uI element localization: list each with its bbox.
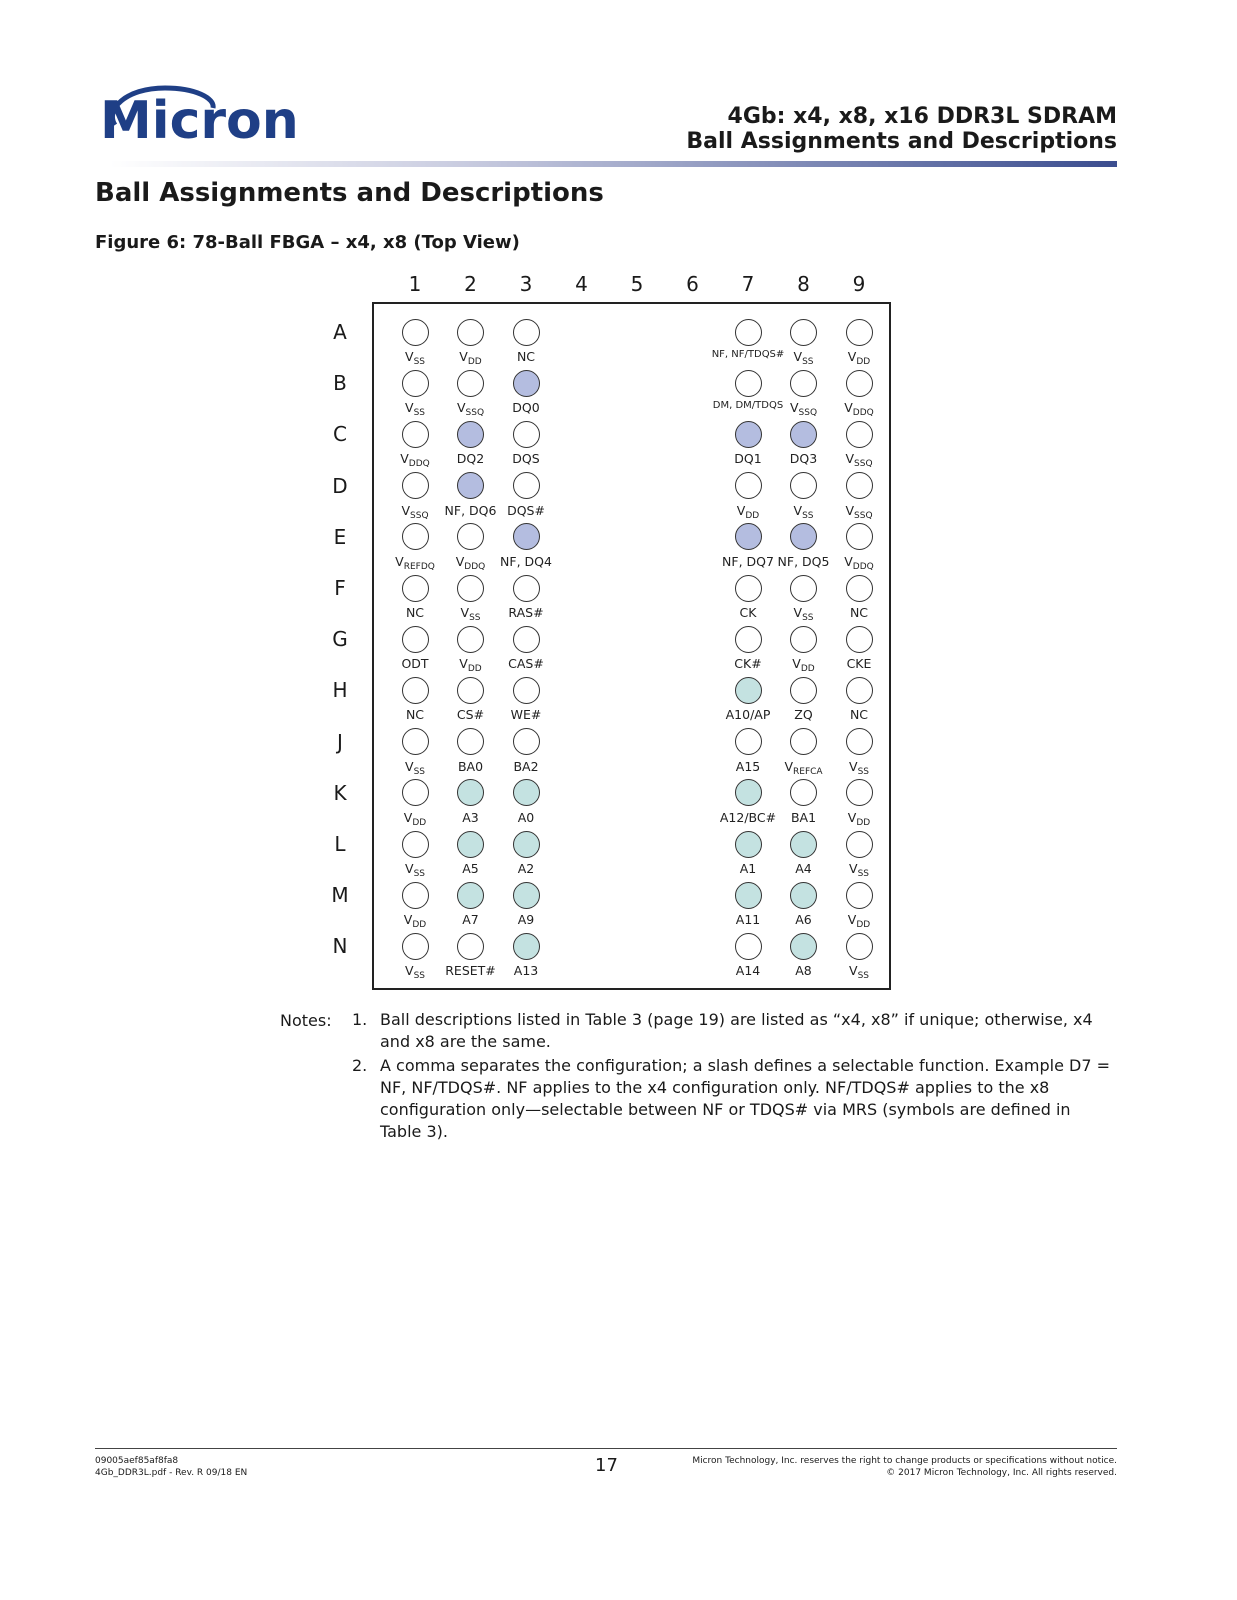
ball-label-subscript: SS	[413, 408, 425, 419]
header-rule	[110, 161, 1117, 167]
ball-label-subscript: SSQ	[854, 510, 873, 521]
ball-label-subscript: SSQ	[465, 408, 485, 419]
ball-label: A7	[462, 912, 479, 928]
ball-label: A3	[462, 809, 479, 825]
ball-label: ZQ	[794, 707, 813, 723]
ball-label-subscript: SS	[469, 613, 481, 623]
ball-label: $V_{SSQ}$	[845, 451, 873, 470]
ball-label: $V_{DD}$	[792, 656, 815, 675]
ball-label-subscript: SS	[413, 971, 425, 982]
ball-label: DM, DM/TDQS	[712, 400, 784, 412]
ball-label: $V_{REFDQ}$	[395, 553, 435, 572]
column-header-3: 3	[519, 272, 533, 296]
ball-label: $V_{DD}$	[403, 912, 427, 931]
ball-label: $V_{SS}$	[405, 963, 425, 982]
ball-label: $V_{DDQ}$	[844, 400, 874, 419]
footer-right	[692, 1455, 1117, 1479]
ball-label-subscript: SS	[802, 613, 814, 623]
ball-label: $V_{DD}$	[847, 809, 871, 828]
ball-label: $V_{SS}$	[793, 502, 814, 521]
ball-label: $V_{SS}$	[793, 605, 814, 623]
ball-label: NF, NF/TDQS#	[711, 349, 785, 360]
ball-label-subscript: SS	[857, 971, 869, 982]
ball-label-subscript: SS	[857, 766, 869, 777]
header-title-line2: Ball Assignments and Descriptions	[686, 129, 1117, 154]
header-title-line1: 4Gb: x4, x8, x16 DDR3L SDRAM	[727, 104, 1117, 129]
ball-label: A9	[517, 912, 535, 928]
ball-label-subscript: DD	[856, 357, 871, 367]
column-header-8: 8	[797, 272, 810, 296]
note-number: 2.	[352, 1056, 368, 1075]
ball-label: $V_{DDQ}$	[455, 553, 486, 572]
row-header-J: J	[337, 729, 343, 754]
ball-label-subscript: REFDQ	[403, 561, 435, 572]
ball-label: A15	[735, 758, 761, 774]
row-header-D: D	[332, 473, 348, 498]
ball-label-subscript: SS	[802, 510, 814, 521]
ball-label-subscript: DD	[856, 920, 871, 931]
ball-label: $V_{SS}$	[405, 758, 425, 777]
ball-label: A13	[513, 963, 539, 979]
ball-label: $V_{SSQ}$	[789, 400, 818, 419]
ball-label-subscript: DDQ	[408, 459, 430, 470]
ball-label: NC	[405, 605, 425, 620]
ball-label: A2	[517, 861, 535, 876]
row-header-F: F	[334, 576, 346, 600]
ball-label: A14	[735, 963, 761, 979]
micron-logo-graphic	[95, 80, 335, 155]
note-text: Ball descriptions listed in Table 3 (page 19) are listed as “x4, x8” if unique; otherwise, x4 and x8 are the same.	[380, 1010, 1093, 1051]
footer-file-rev: 4Gb_DDR3L.pdf - Rev. R 09/18 EN	[95, 1468, 248, 1478]
row-header-C: C	[333, 422, 347, 447]
ball-label: $V_{DD}$	[459, 349, 482, 367]
row-header-N: N	[332, 934, 348, 959]
micron-logo	[95, 80, 335, 155]
note-item	[352, 1009, 1112, 1053]
row-header-L: L	[334, 832, 346, 856]
ball-label: RAS#	[508, 605, 544, 620]
ball-label: A12/BC#	[719, 809, 777, 825]
ball-label: $V_{SS}$	[405, 400, 425, 419]
ball-label: DQ1	[734, 451, 762, 467]
ball-label: WE#	[510, 707, 542, 723]
column-header-2: 2	[464, 272, 477, 296]
logo-wordmark: Micron	[100, 91, 299, 151]
ball-label: $V_{SS}$	[793, 349, 814, 367]
ball-label: A1	[739, 861, 757, 876]
ball-label: BA1	[790, 809, 817, 825]
ball-label: DQ2	[456, 451, 485, 467]
notes-label: Notes:	[280, 1011, 332, 1030]
ball-label-subscript: SSQ	[854, 459, 873, 470]
ball-label: BA0	[457, 758, 484, 774]
ball-label: BA2	[513, 758, 539, 774]
ball-label: $V_{DD}$	[847, 349, 871, 367]
ball-label-subscript: DD	[800, 664, 815, 675]
ball-label: A10/AP	[725, 707, 771, 723]
ball-label-subscript: DDQ	[852, 561, 874, 572]
ball-label: DQS	[512, 451, 540, 467]
note-number: 1.	[352, 1010, 368, 1029]
ball-label: RESET#	[445, 963, 496, 979]
row-header-K: K	[333, 780, 347, 805]
ball-label-subscript: DD	[467, 664, 482, 675]
ball-label: NF, DQ7	[722, 553, 774, 569]
row-header-G: G	[332, 627, 348, 652]
ball-label-subscript: DD	[467, 357, 482, 367]
ball-label-subscript: DD	[856, 817, 871, 828]
ball-label-subscript: SS	[857, 869, 869, 879]
ball-label: DQ3	[789, 451, 818, 467]
column-header-5: 5	[630, 272, 644, 296]
ball-label: CAS#	[508, 656, 544, 672]
ball-label: A8	[795, 963, 812, 979]
column-header-1: 1	[408, 272, 422, 296]
ball-label: $V_{SS}$	[460, 605, 481, 623]
ball-label: CK	[739, 605, 757, 620]
ball-label-subscript: SS	[413, 869, 425, 879]
ball-label: $V_{SSQ}$	[401, 502, 429, 521]
row-header-H: H	[332, 678, 348, 703]
ball-label: $V_{SS}$	[849, 963, 869, 982]
ball-label: NC	[405, 707, 425, 723]
footer-copyright: © 2017 Micron Technology, Inc. All rights reserved.	[886, 1468, 1117, 1478]
column-header-6: 6	[686, 272, 699, 296]
figure-title: Figure 6: 78-Ball FBGA – x4, x8 (Top View)	[95, 232, 520, 253]
footer-left	[95, 1455, 247, 1479]
column-header-7: 7	[741, 272, 755, 296]
ball-label: $V_{DD}$	[736, 502, 760, 521]
ball-label: NF, DQ6	[444, 502, 497, 518]
ball-label: $V_{DD}$	[847, 912, 871, 931]
footer-rule	[95, 1448, 1117, 1449]
ball-label: NF, DQ4	[500, 553, 552, 569]
ball-label-subscript: DD	[412, 817, 427, 828]
footer-doc-id: 09005aef85af8fa8	[95, 1456, 179, 1466]
row-header-E: E	[333, 524, 347, 549]
ball-label: DQS#	[507, 502, 545, 518]
ball-label-subscript: REFCA	[793, 766, 823, 777]
row-header-M: M	[331, 883, 349, 908]
ball-label: $V_{SS}$	[405, 349, 425, 367]
ball-label: NC	[516, 349, 536, 364]
ball-label-subscript: DD	[412, 920, 427, 931]
ball-label-subscript: SS	[413, 766, 425, 777]
ball-label-subscript: SSQ	[798, 408, 818, 419]
ball-label-subscript: SSQ	[410, 510, 429, 521]
ball-label: CKE	[846, 656, 872, 672]
ball-label-subscript: SS	[802, 357, 814, 367]
ball-label: $V_{DDQ}$	[400, 451, 430, 470]
ball-label: A4	[795, 861, 812, 876]
ball-label: $V_{SS}$	[849, 758, 869, 777]
ball-label: NF, DQ5	[777, 553, 830, 569]
ball-label-subscript: DDQ	[464, 561, 486, 572]
note-item	[352, 1055, 1112, 1143]
row-header-B: B	[333, 371, 347, 396]
ball-label: NC	[849, 605, 869, 620]
ball-label: $V_{SS}$	[849, 861, 869, 879]
page-number: 17	[595, 1455, 618, 1476]
ball-label: $V_{DDQ}$	[844, 553, 874, 572]
ball-label: $V_{SS}$	[405, 861, 425, 879]
column-header-9: 9	[852, 272, 866, 296]
ball-label-subscript: DD	[745, 510, 760, 521]
ball-label-subscript: SS	[413, 357, 425, 367]
footer-disclaimer: Micron Technology, Inc. reserves the right to change products or specifications without notice.	[692, 1456, 1117, 1466]
ball-label: CS#	[456, 707, 485, 723]
ball-label: $V_{DD}$	[459, 656, 482, 675]
note-text: A comma separates the configuration; a slash defines a selectable function. Example D7 = NF, NF/TDQS#. NF applies to the x4 configuration only. NF/TDQS# applies to the x8 configuration only—selectable between NF or TDQS# via MRS (symbols are defined in Table 3).	[380, 1056, 1111, 1141]
ball-label: $V_{REFCA}$	[784, 758, 823, 777]
ball-label: CK#	[734, 656, 762, 672]
row-header-A: A	[333, 320, 347, 344]
section-title: Ball Assignments and Descriptions	[95, 178, 604, 208]
column-header-4: 4	[575, 272, 588, 296]
ball-label: A0	[517, 809, 535, 825]
ball-label: $V_{SSQ}$	[456, 400, 485, 419]
ball-label: ODT	[401, 656, 429, 672]
ball-label: A6	[795, 912, 812, 928]
ball-label: DQ0	[512, 400, 540, 416]
ball-label: A5	[462, 861, 479, 876]
document-header-title	[686, 104, 1117, 154]
ball-label: $V_{SSQ}$	[845, 502, 873, 521]
ball-label-subscript: DDQ	[852, 408, 874, 419]
ball-label: NC	[849, 707, 869, 723]
ball-label: A11	[735, 912, 761, 928]
package-outline	[372, 302, 891, 990]
ball-label: $V_{DD}$	[403, 809, 427, 828]
